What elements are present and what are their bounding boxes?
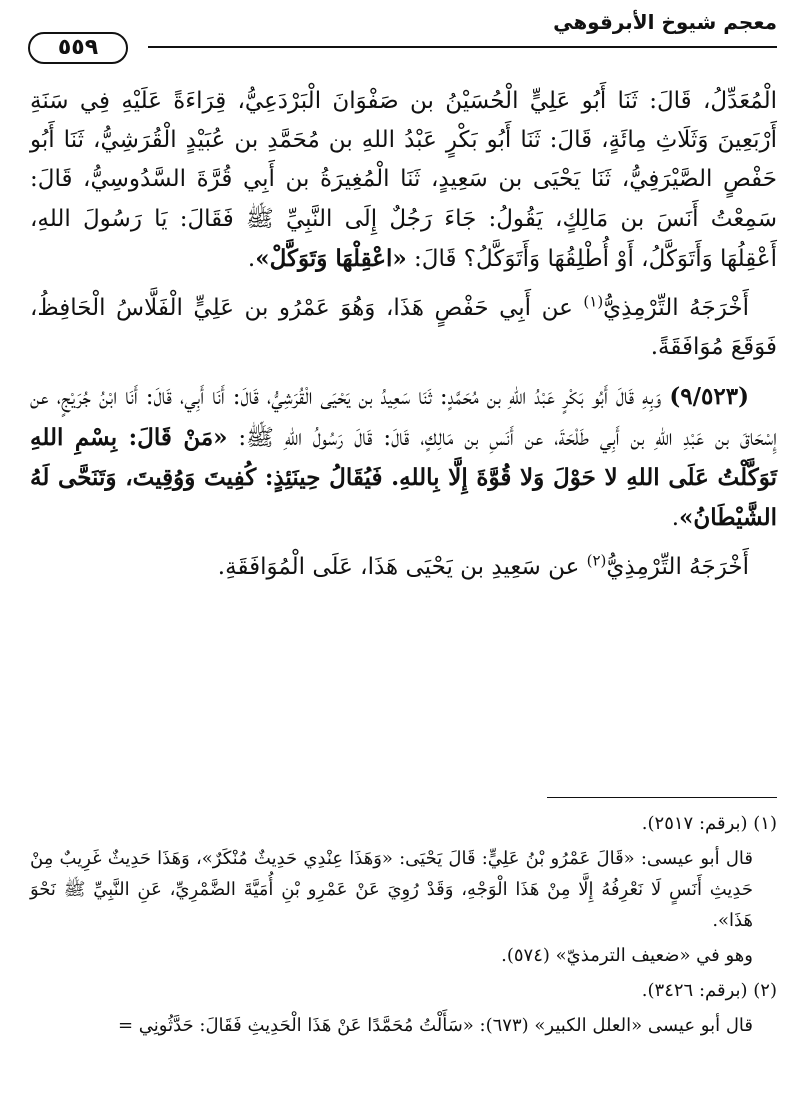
- paragraph-3-text: وَبِهِ قَالَ أَبُو بَكْرٍ عَبْدُ اللهِ بن مُحَمَّدٍ: ثَنَا سَعِيدُ بن يَحْيَى الْقُرَشِيُّ، قَالَ: أَنَا أَبِي، قَالَ: أَنَا ابْنُ جُرَيْجٍ، عن إِسْحَاقَ بن عَبْدِ اللهِ بن أَبِي طَلْحَةَ، عن أَنَسِ بن مَالِكٍ، قَالَ: قَالَ رَسُولُ اللهِ ﷺ:: [30, 384, 777, 451]
- paragraph-2-rest: عن أَبِي حَفْصٍ هَذَا، وَهُوَ عَمْرُو بن عَلِيٍّ الْفَلَّاسُ الْحَافِظُ، فَوَقَعَ مُوَافَقَةً.: [30, 295, 777, 361]
- footnote-2-text: قال أبو عيسى «العلل الكبير» (٦٧٣): «سَأَلْتُ مُحَمَّدًا عَنْ هَذَا الْحَدِيثِ فَقَالَ: حَدَّثُونِي =: [117, 1015, 753, 1036]
- page-header: [28, 8, 777, 60]
- footnotes: [30, 808, 777, 1045]
- paragraph-1-text: الْمُعَدِّلُ، قَالَ: ثَنَا أَبُو عَلِيٍّ الْحُسَيْنُ بن صَفْوَانَ الْبَرْدَعِيُّ، قِرَاءَةً عَلَيْهِ فِي سَنَةِ أَرْبَعِينَ وَثَلَاثِ مِائَةٍ، قَالَ: ثَنَا أَبُو بَكْرٍ عَبْدُ اللهِ بن مُحَمَّدِ بن عُبَيْدٍ الْقُرَشِيُّ، ثَنَا أَبُو حَفْصٍ الصَّيْرَفِيُّ، ثَنَا يَحْيَى بن سَعِيدٍ، ثَنَا الْمُغِيرَةُ بن أَبِي قُرَّةَ السَّدُوسِيُّ، قَالَ: سَمِعْتُ أَنَسَ بن مَالِكٍ، يَقُولُ: جَاءَ رَجُلٌ إِلَى النَّبِيِّ ﷺ فَقَالَ: يَا رَسُولَ اللهِ، أَعْقِلُهَا وَأَتَوَكَّلُ، أَوْ أُطْلِقُهَا وَأَتَوَكَّلُ؟ قَالَ:: [30, 88, 777, 272]
- paragraph-1-end: .: [247, 245, 256, 272]
- footnote-1-text: قال أبو عيسى: «قَالَ عَمْرُو بْنُ عَلِيٍّ: قَالَ يَحْيَى: «وَهَذَا عِنْدِي حَدِيثٌ مُنْكَرٌ»، وَهَذَا حَدِيثٌ غَرِيبٌ مِنْ حَدِيثِ أَنَسٍ لَا نَعْرِفُهُ إِلَّا مِنْ هَذَا الْوَجْهِ، وَقَدْ رُوِيَ عَنْ عَمْرِو بْنِ أُمَيَّةَ الضَّمْرِيِّ، عَنِ النَّبِيِّ ﷺ نَحْوَ هَذَا».: [30, 848, 753, 931]
- footnote-2-ref: (٢) (برقم: ٣٤٢٦).: [641, 980, 777, 1001]
- page-number: ٥٥٩: [28, 32, 128, 64]
- hadith-quote-2: «مَنْ قَالَ: بِسْمِ اللهِ تَوَكَّلْتُ عَلَى اللهِ لا حَوْلَ وَلا قُوَّةَ إِلَّا بِاللهِ. فَيُقَالُ حِينَئِذٍ: كُفِيتَ وَوُقِيتَ، وَتَنَحَّى لَهُ الشَّيْطَانُ»: [30, 423, 777, 532]
- header-rule: [148, 46, 777, 48]
- paragraph-2-start: أَخْرَجَهُ التِّرْمِذِيُّ: [603, 295, 749, 322]
- footnote-1-note: وهو في «ضعيف الترمذيّ» (٥٧٤).: [501, 945, 753, 966]
- main-text: [30, 82, 777, 597]
- hadith-quote-1: «اعْقِلْهَا وَتَوَكَّلْ»: [255, 244, 407, 272]
- footnote-separator: [547, 797, 777, 798]
- paragraph-3: [30, 377, 777, 538]
- paragraph-4: [30, 548, 777, 587]
- paragraph-2: [30, 289, 777, 367]
- hadith-number: (٩/٥٢٣): [669, 383, 750, 411]
- footnote-marker-1: (١): [583, 292, 604, 311]
- paragraph-3-end: .: [671, 505, 679, 532]
- running-title: معجم شيوخ الأبرقوهي: [553, 10, 777, 34]
- paragraph-1: [30, 82, 777, 279]
- footnote-1-ref: (١) (برقم: ٢٥١٧).: [641, 813, 777, 834]
- paragraph-4-start: أَخْرَجَهُ التِّرْمِذِيُّ: [606, 554, 749, 581]
- footnote-marker-2: (٢): [586, 551, 607, 570]
- paragraph-4-rest: عن سَعِيدِ بن يَحْيَى هَذَا، عَلَى الْمُوَافَقَةِ.: [217, 554, 580, 581]
